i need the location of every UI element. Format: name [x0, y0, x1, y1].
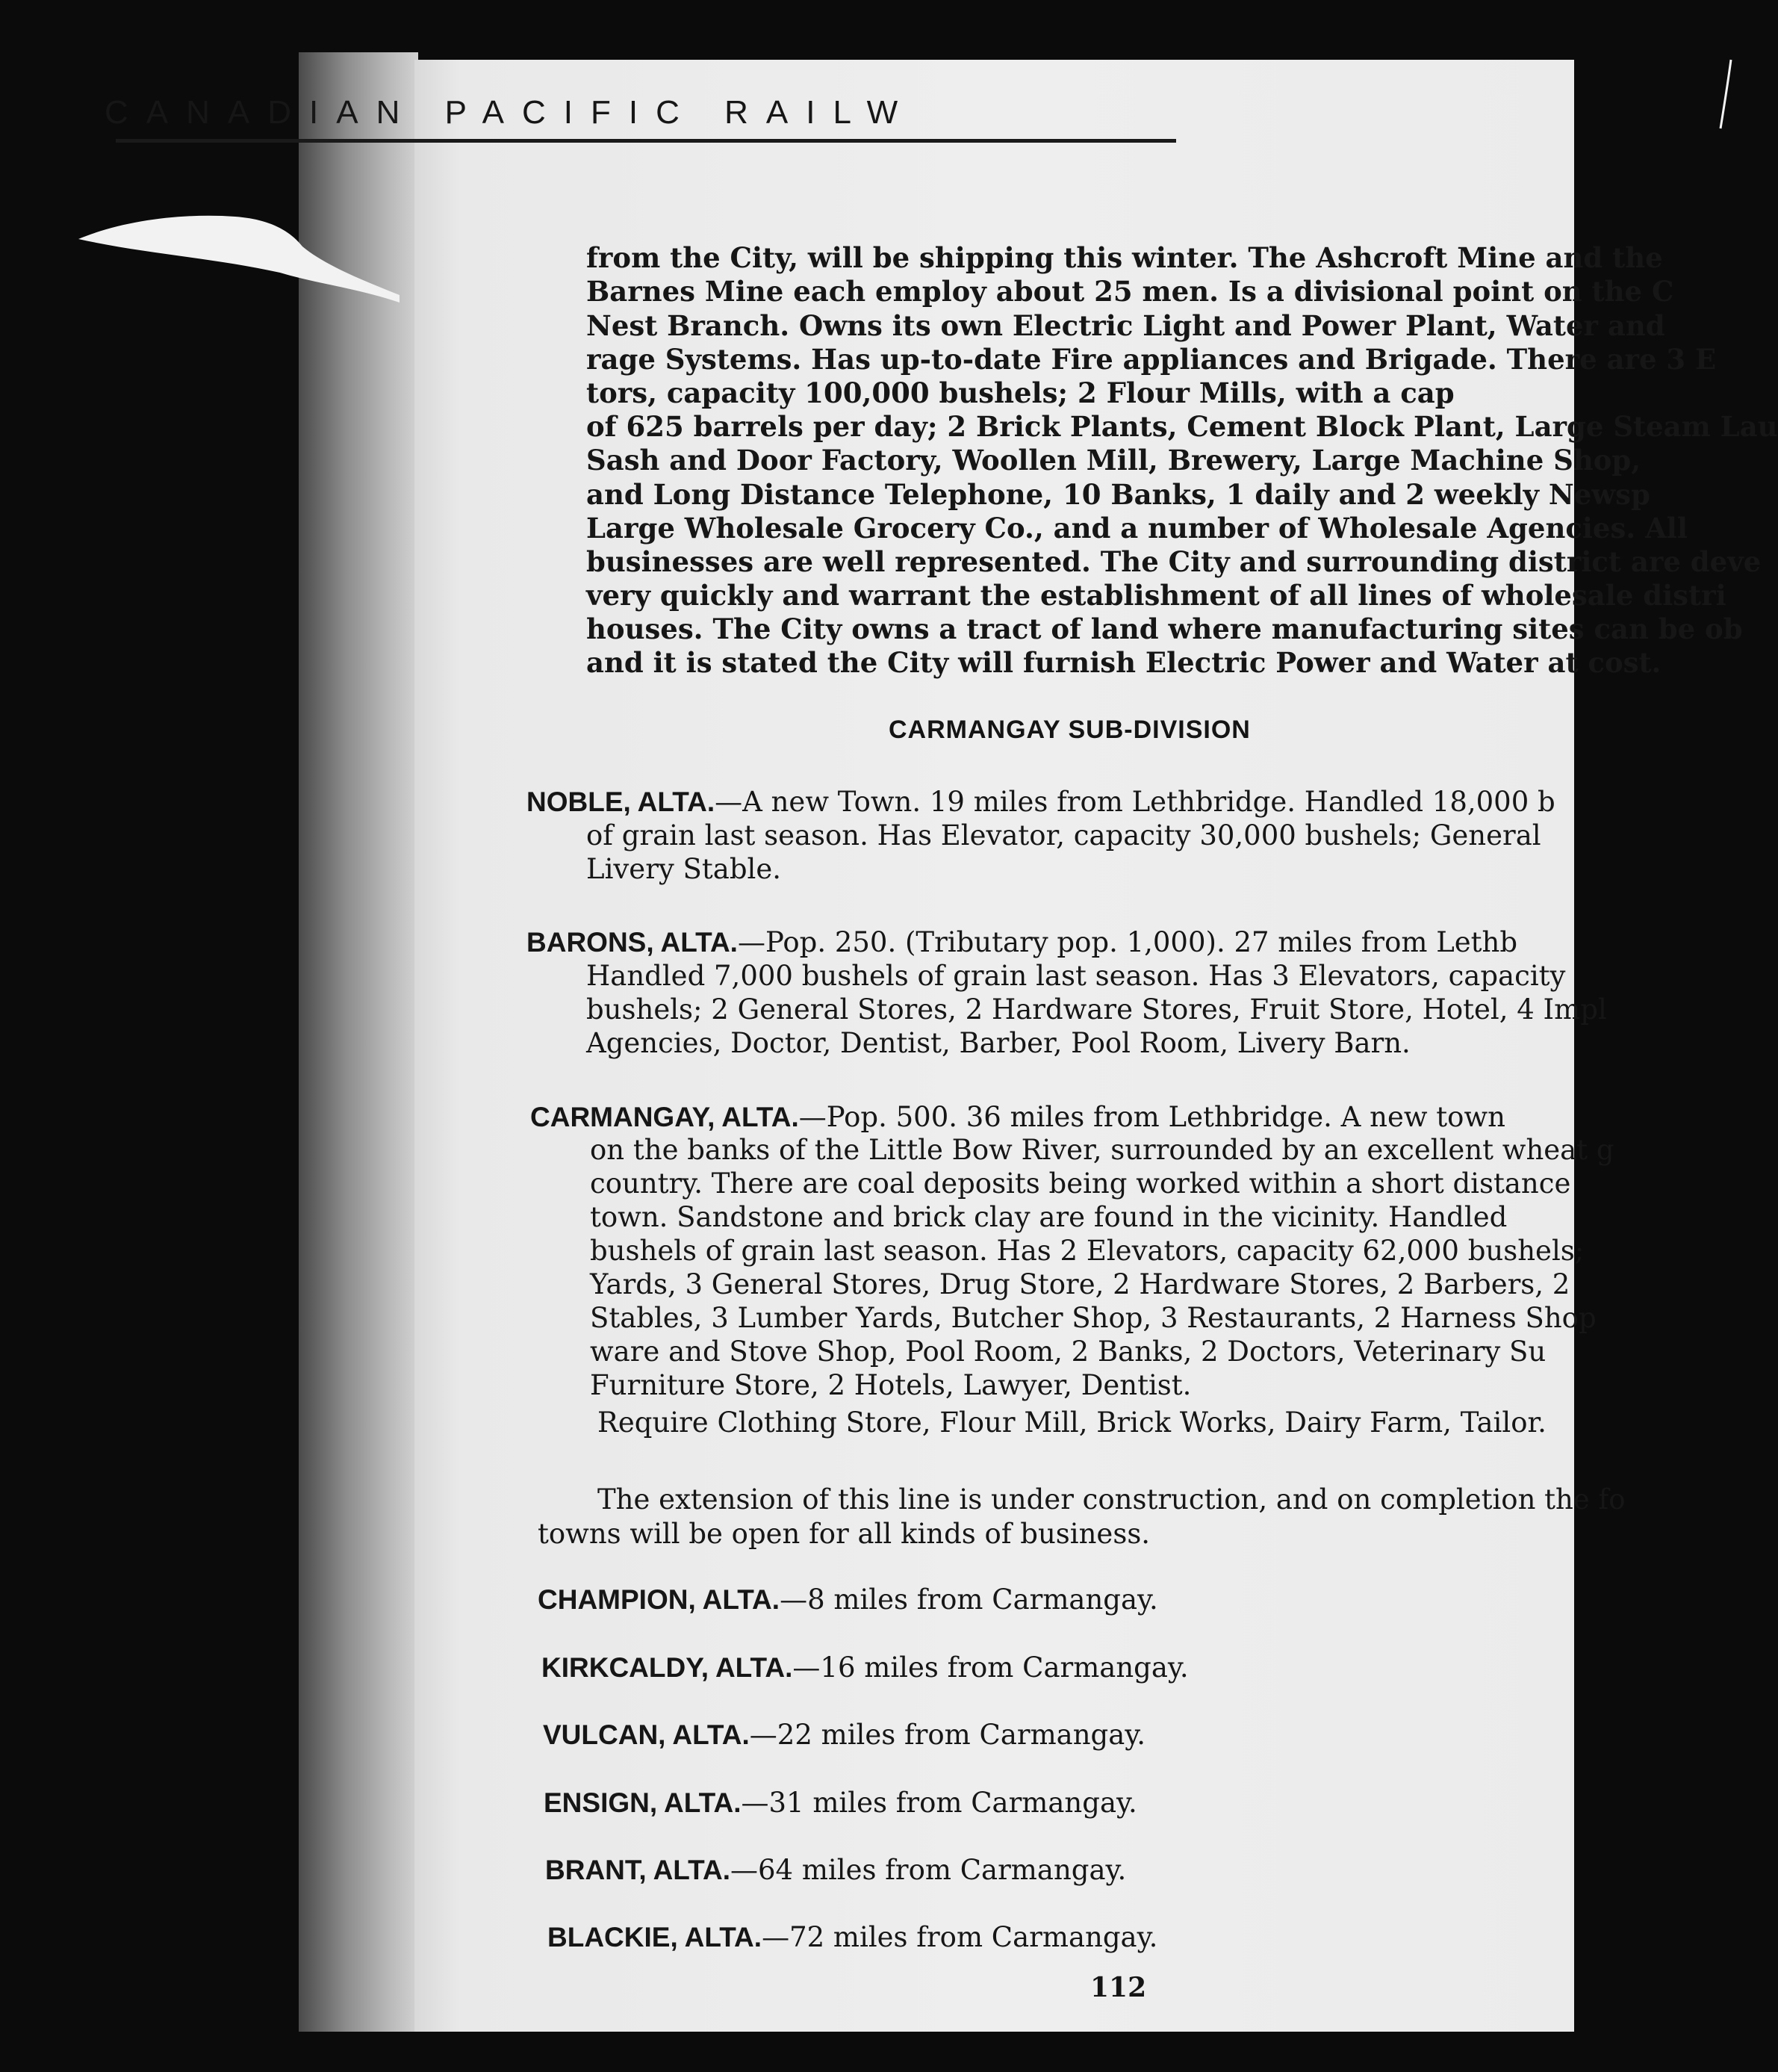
town-entry — [541, 1650, 1189, 1685]
section-heading: CARMANGAY SUB-DIVISION — [889, 716, 1251, 744]
torn-paper-fragment — [78, 213, 400, 303]
town-name: ENSIGN, ALTA. — [544, 1787, 742, 1818]
require-line: Require Clothing Store, Flour Mill, Brick Works, Dairy Farm, Tailor. — [597, 1406, 1547, 1439]
text-line: on the banks of the Little Bow River, surrounded by an excellent wheat g — [590, 1134, 1614, 1166]
text-line: of grain last season. Has Elevator, capacity 30,000 bushels; General — [586, 819, 1541, 852]
text-line: very quickly and warrant the establishment of all lines of wholesale distri — [586, 579, 1726, 612]
book-spine-gutter — [299, 52, 418, 2032]
header-rule — [116, 139, 1176, 143]
text-line: Agencies, Doctor, Dentist, Barber, Pool Room, Livery Barn. — [586, 1027, 1411, 1059]
town-name: KIRKCALDY, ALTA. — [541, 1652, 793, 1683]
text-line: from the City, will be shipping this winter. The Ashcroft Mine and the — [586, 241, 1663, 274]
town-entry — [545, 1852, 1126, 1888]
text-line: Livery Stable. — [586, 853, 782, 885]
town-entry — [543, 1717, 1146, 1752]
text-line: Sash and Door Factory, Woollen Mill, Brewery, Large Machine Shop, — [586, 444, 1641, 477]
town-entry — [544, 1785, 1137, 1820]
town-name: BLACKIE, ALTA. — [547, 1922, 762, 1952]
text-line: and it is stated the City will furnish Electric Power and Water at cost. — [586, 646, 1662, 679]
text-line: businesses are well represented. The City and surrounding district are deve — [586, 545, 1762, 578]
town-entry — [547, 1920, 1157, 1955]
running-header: CANADIAN PACIFIC RAILW — [105, 94, 916, 131]
town-entry — [538, 1582, 1158, 1617]
town-detail: —16 miles from Carmangay. — [792, 1651, 1189, 1684]
page-number: 112 — [1090, 1972, 1147, 2003]
text-line: Large Wholesale Grocery Co., and a number of Wholesale Agencies. All — [586, 512, 1688, 545]
town-detail: —31 miles from Carmangay. — [741, 1787, 1137, 1819]
text-line: Yards, 3 General Stores, Drug Store, 2 Hardware Stores, 2 Barbers, 2 — [590, 1268, 1570, 1300]
entry-name: BARONS, ALTA. — [526, 927, 738, 958]
text-line: ware and Stove Shop, Pool Room, 2 Banks, 2 Doctors, Veterinary Su — [590, 1336, 1547, 1368]
text-line: rage Systems. Has up-to-date Fire appliances and Brigade. There are 3 E — [586, 343, 1717, 376]
entry-first-line — [526, 925, 1517, 960]
town-name: BRANT, ALTA. — [545, 1855, 730, 1885]
entry-text: —Pop. 500. 36 miles from Lethbridge. A new town — [798, 1101, 1505, 1133]
text-line: The extension of this line is under construction, and on completion the fo — [597, 1483, 1626, 1516]
town-name: CHAMPION, ALTA. — [538, 1584, 780, 1615]
town-detail: —72 miles from Carmangay. — [762, 1921, 1158, 1953]
text-line: of 625 barrels per day; 2 Brick Plants, Cement Block Plant, Large Steam Lau — [586, 410, 1778, 443]
entry-text: —Pop. 250. (Tributary pop. 1,000). 27 miles from Lethb — [737, 926, 1518, 958]
text-line: Stables, 3 Lumber Yards, Butcher Shop, 3 Restaurants, 2 Harness Shop — [590, 1302, 1597, 1334]
text-line: bushels; 2 General Stores, 2 Hardware Stores, Fruit Store, Hotel, 4 Impl — [586, 993, 1607, 1026]
entry-name: CARMANGAY, ALTA. — [530, 1102, 799, 1132]
entry-text: —A new Town. 19 miles from Lethbridge. Handled 18,000 b — [715, 786, 1555, 818]
scratch-mark — [1718, 60, 1735, 131]
text-line: bushels of grain last season. Has 2 Elevators, capacity 62,000 bushels; — [590, 1235, 1585, 1267]
text-line: tors, capacity 100,000 bushels; 2 Flour Mills, with a cap — [586, 376, 1455, 409]
text-line: and Long Distance Telephone, 10 Banks, 1 daily and 2 weekly Newsp — [586, 478, 1650, 511]
entry-first-line — [530, 1099, 1505, 1135]
text-line: Furniture Store, 2 Hotels, Lawyer, Dentist. — [590, 1369, 1192, 1401]
town-detail: —8 miles from Carmangay. — [780, 1584, 1158, 1616]
entry-first-line — [526, 784, 1555, 819]
text-line: Barnes Mine each employ about 25 men. Is a divisional point on the C — [586, 275, 1674, 308]
text-line: Nest Branch. Owns its own Electric Light and Power Plant, Water and — [586, 309, 1665, 342]
entry-name: NOBLE, ALTA. — [526, 787, 715, 817]
text-line: country. There are coal deposits being worked within a short distance — [590, 1167, 1571, 1200]
text-line: houses. The City owns a tract of land where manufacturing sites can be ob — [586, 612, 1743, 645]
town-name: VULCAN, ALTA. — [543, 1719, 750, 1750]
text-line: towns will be open for all kinds of business. — [538, 1518, 1151, 1550]
town-detail: —22 miles from Carmangay. — [749, 1719, 1146, 1751]
text-line: town. Sandstone and brick clay are found in the vicinity. Handled — [590, 1201, 1508, 1233]
text-line: Handled 7,000 bushels of grain last season. Has 3 Elevators, capacity — [586, 960, 1566, 992]
town-detail: —64 miles from Carmangay. — [730, 1854, 1127, 1886]
